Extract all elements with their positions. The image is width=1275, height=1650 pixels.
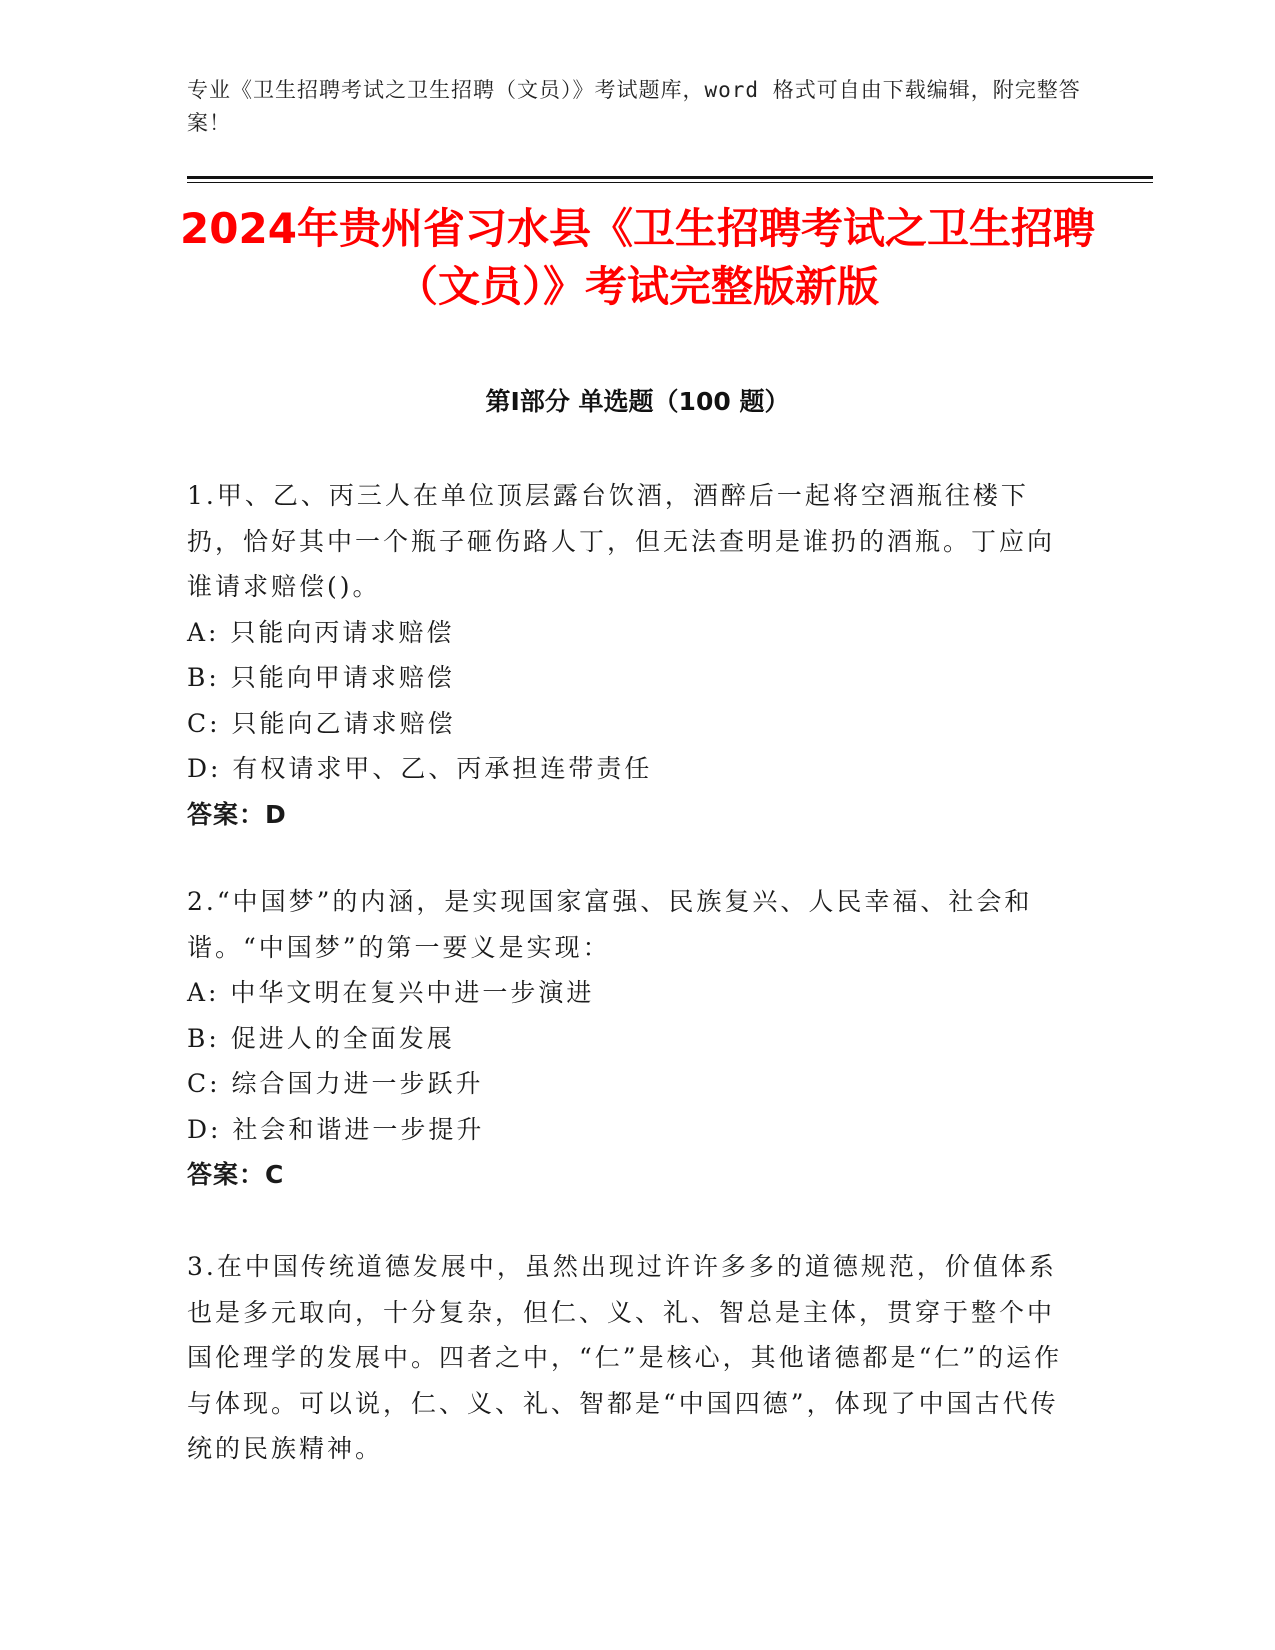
option-c: C: 综合国力进一步跃升 — [187, 1069, 484, 1098]
question-3 — [187, 1244, 1067, 1472]
option-a: A: 只能向丙请求赔偿 — [187, 617, 455, 647]
option-d: D: 有权请求甲、乙、丙承担连带责任 — [187, 754, 653, 783]
answer: 答案：D — [187, 799, 287, 829]
question-1 — [187, 473, 1067, 837]
header-rule-thick — [187, 176, 1153, 179]
option-c: C: 只能向乙请求赔偿 — [187, 708, 456, 738]
question-stem: 1.甲、乙、丙三人在单位顶层露台饮酒，酒醉后一起将空酒瓶往楼下扔，恰好其中一个瓶子砸伤路人丁，但无法查明是谁扔的酒瓶。丁应向谁请求赔偿()。 — [187, 481, 1056, 601]
answer: 答案：C — [187, 1160, 285, 1189]
section-title: 第Ⅰ部分 单选题（100 题） — [485, 387, 790, 416]
question-2 — [187, 879, 1067, 1198]
option-b: B: 促进人的全面发展 — [187, 1023, 455, 1053]
question-stem: 3.在中国传统道德发展中，虽然出现过许许多多的道德规范，价值体系也是多元取向，十分复杂，但仁、义、礼、智总是主体，贯穿于整个中国伦理学的发展中。四者之中，“仁”是核心，其他诸德都是“仁”的运作与体现。可以说，仁、义、礼、智都是“中国四德”，体现了中国古代传统的民族精神。 — [187, 1252, 1063, 1463]
option-d: D: 社会和谐进一步提升 — [187, 1114, 485, 1144]
document-title: 2024年贵州省习水县《卫生招聘考试之卫生招聘（文员）》考试完整版新版 — [180, 204, 1095, 311]
header-rule-thin — [187, 182, 1153, 183]
option-a: A: 中华文明在复兴中进一步演进 — [187, 978, 595, 1007]
header-note: 专业《卫生招聘考试之卫生招聘（文员）》考试题库，word 格式可自由下载编辑，附完整答案！ — [187, 78, 1081, 135]
option-b: B: 只能向甲请求赔偿 — [187, 663, 455, 692]
question-stem: 2.“中国梦”的内涵，是实现国家富强、民族复兴、人民幸福、社会和谐。“中国梦”的第一要义是实现： — [187, 887, 1033, 962]
